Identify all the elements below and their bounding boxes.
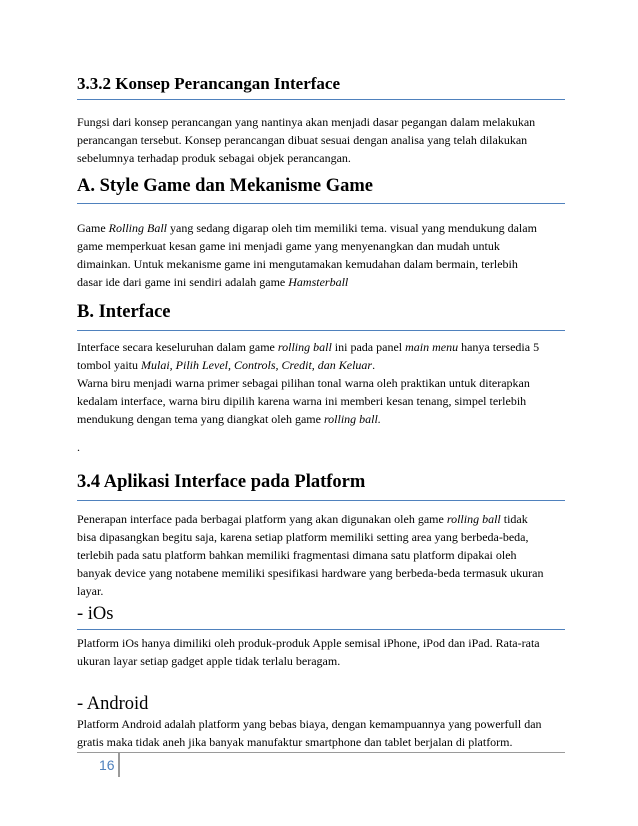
paragraph-platform	[77, 510, 565, 600]
text-line: game memperkuat kesan game ini menjadi game yang menyenangkan dan mudah untuk	[77, 239, 500, 253]
stray-period: .	[77, 440, 80, 454]
text-line	[77, 356, 565, 374]
paragraph-interface	[77, 338, 565, 428]
text-run: Interface secara keseluruhan dalam game	[77, 340, 278, 354]
text-run: tombol yaitu	[77, 358, 141, 372]
text-line	[77, 338, 565, 356]
text-line: bisa dipasangkan begitu saja, karena setiap platform memiliki setting area yang berbeda-beda,	[77, 530, 529, 544]
text-run: ini pada panel	[331, 340, 406, 354]
text-run: Game	[77, 221, 109, 235]
paragraph-style-game	[77, 219, 565, 291]
text-run: mendukung dengan tema yang diangkat oleh game	[77, 412, 324, 426]
text-run: .	[372, 358, 376, 372]
italic-run: main menu	[405, 340, 459, 354]
text-line: Warna biru menjadi warna primer sebagai pilihan tonal warna oleh praktikan untuk diterapkan	[77, 376, 530, 390]
page-number: 16	[99, 757, 115, 773]
text-line: banyak device yang notabene memiliki spesifikasi hardware yang berbeda-beda termasuk ukuran	[77, 566, 544, 580]
heading-interface: B. Interface	[77, 302, 171, 322]
text-line: Platform iOs hanya dimiliki oleh produk-produk Apple semisal iPhone, iPod dan iPad. Rata-rata	[77, 636, 540, 650]
footer-rule	[77, 752, 565, 753]
heading-rule	[77, 629, 565, 630]
text-run: yang sedang digarap oleh tim memiliki tema. visual yang mendukung dalam	[167, 221, 537, 235]
text-line: Platform Android adalah platform yang bebas biaya, dengan kemampuannya yang powerfull dan	[77, 717, 542, 731]
text-line: ukuran layar setiap gadget apple tidak terlalu beragam.	[77, 654, 341, 668]
heading-3-3-2: 3.3.2 Konsep Perancangan Interface	[77, 74, 341, 93]
heading-3-4: 3.4 Aplikasi Interface pada Platform	[77, 472, 366, 492]
text-line: dimainkan. Untuk mekanisme game ini mengutamakan kemudahan dalam bermain, terlebih	[77, 257, 518, 271]
text-line: Fungsi dari konsep perancangan yang nantinya akan menjadi dasar pegangan dalam melakukan	[77, 115, 536, 129]
text-line	[77, 273, 565, 291]
heading-rule	[77, 203, 565, 204]
text-line: layar.	[77, 584, 104, 598]
paragraph-konsep	[77, 113, 565, 167]
heading-rule	[77, 500, 565, 501]
text-line	[77, 219, 565, 237]
text-line: perancangan tersebut. Konsep perancangan dibuat sesuai dengan analisa yang telah dilakukan	[77, 133, 528, 147]
heading-rule	[77, 330, 565, 331]
italic-run: Mulai, Pilih Level, Controls, Credit, dan Keluar	[141, 358, 373, 372]
text-line: kedalam interface, warna biru dipilih karena warna ini memberi kesan tenang, simpel terlebih	[77, 394, 527, 408]
text-run: hanya tersedia 5	[458, 340, 540, 354]
heading-style-game: A. Style Game dan Mekanisme Game	[77, 176, 373, 196]
italic-run: Rolling Ball	[108, 221, 167, 235]
footer-divider	[118, 753, 120, 777]
text-line: sebelumnya terhadap produk sebagai objek perancangan.	[77, 151, 351, 165]
italic-run: rolling ball	[277, 340, 332, 354]
italic-run: rolling ball	[446, 512, 501, 526]
text-line	[77, 410, 565, 428]
heading-ios: - iOs	[77, 604, 114, 624]
text-line: terlebih pada satu platform bahkan memiliki fragmentasi dimana satu platform dipakai oleh	[77, 548, 517, 562]
paragraph-ios	[77, 634, 565, 670]
italic-run: rolling ball.	[323, 412, 381, 426]
text-line: gratis maka tidak aneh jika banyak manufaktur smartphone dan tablet berjalan di platform.	[77, 735, 513, 749]
text-run: dasar ide dari game ini sendiri adalah game	[77, 275, 289, 289]
italic-run: Hamsterball	[288, 275, 349, 289]
text-line	[77, 510, 565, 528]
text-run: tidak	[500, 512, 528, 526]
text-run: Penerapan interface pada berbagai platform yang akan digunakan oleh game	[77, 512, 447, 526]
heading-rule	[77, 99, 565, 100]
heading-android: - Android	[77, 694, 149, 714]
paragraph-android	[77, 715, 565, 751]
